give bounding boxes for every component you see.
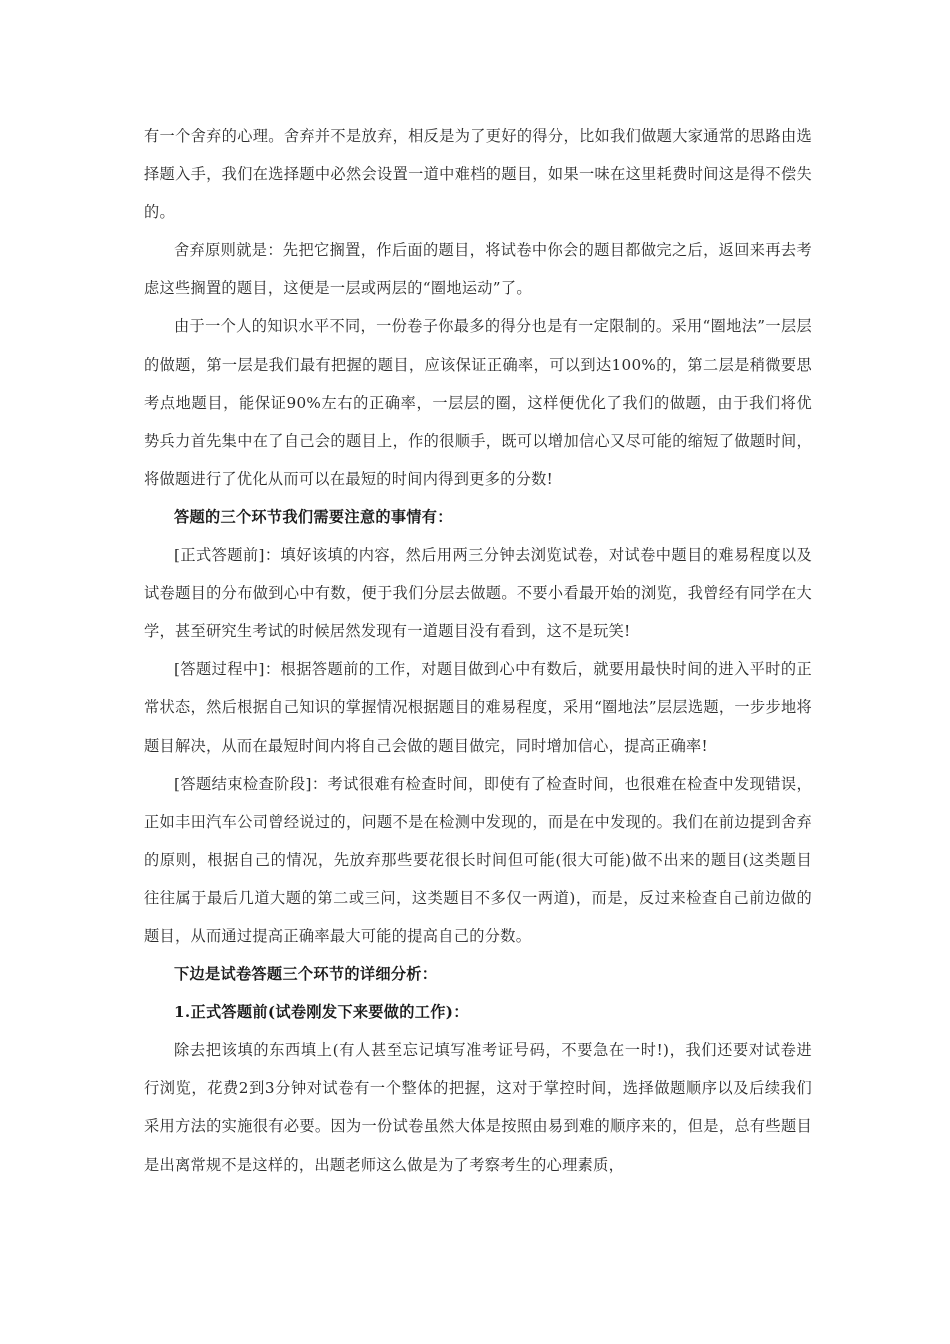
paragraph-during-answering: [答题过程中]：根据答题前的工作，对题目做到心中有数后，就要用最快时间的进入平时的正常状态，然后根据自己知识的掌握情况根据题目的难易程度，采用“圈地法”层层选题，一步步地将题目解决，从而在最短时间内将自己会做的题目做完，同时增加信心，提高正确率!	[144, 660, 812, 755]
heading-three-stages: 答题的三个环节我们需要注意的事情有：	[174, 507, 453, 526]
paragraph-section-1-body: 除去把该填的东西填上(有人甚至忘记填写准考证号码，不要急在一时!)，我们还要对试卷进行浏览，花费2到3分钟对试卷有一个整体的把握，这对于掌控时间，选择做题顺序以及后续我们采用方法的实施很有必要。因为一份试卷虽然大体是按照由易到难的顺序来的，但是，总有些题目是出离常规不是这样的，出题老师这么做是为了考察考生的心理素质，	[144, 1041, 812, 1174]
heading-section-1: 1.正式答题前(试卷刚发下来要做的工作)：	[174, 1003, 469, 1022]
paragraph-shequ-intro: 有一个舍弃的心理。舍弃并不是放弃，相反是为了更好的得分，比如我们做题大家通常的思路由选择题入手，我们在选择题中必然会设置一道中难档的题目，如果一味在这里耗费时间这是得不偿失的。	[144, 127, 812, 222]
paragraph-before-answering: [正式答题前]：填好该填的内容，然后用两三分钟去浏览试卷，对试卷中题目的难易程度以及试卷题目的分布做到心中有数，便于我们分层去做题。不要小看最开始的浏览，我曾经有同学在大学，甚至研究生考试的时候居然发现有一道题目没有看到，这不是玩笑!	[144, 546, 812, 641]
paragraph-checking-stage: [答题结束检查阶段]：考试很难有检查时间，即使有了检查时间，也很难在检查中发现错误，正如丰田汽车公司曾经说过的，问题不是在检测中发现的，而是在中发现的。我们在前边提到舍弃的原则，根据自己的情况，先放弃那些要花很长时间但可能(很大可能)做不出来的题目(这类题目往往属于最后几道大题的第二或三问，这类题目不多仅一两道)，而是，反过来检查自己前边做的题目，从而通过提高正确率最大可能的提高自己的分数。	[144, 774, 812, 945]
document-page	[144, 117, 812, 1184]
heading-detailed-analysis: 下边是试卷答题三个环节的详细分析：	[174, 965, 438, 984]
paragraph-quandi-method: 由于一个人的知识水平不同，一份卷子你最多的得分也是有一定限制的。采用“圈地法”一层层的做题，第一层是我们最有把握的题目，应该保证正确率，可以到达100%的，第二层是稍微要思考点地题目，能保证90%左右的正确率，一层层的圈，这样便优化了我们的做题，由于我们将优势兵力首先集中在了自己会的题目上，作的很顺手，既可以增加信心又尽可能的缩短了做题时间，将做题进行了优化从而可以在最短的时间内得到更多的分数!	[144, 317, 812, 488]
paragraph-shequ-principle: 舍弃原则就是：先把它搁置，作后面的题目，将试卷中你会的题目都做完之后，返回来再去考虑这些搁置的题目，这便是一层或两层的“圈地运动”了。	[144, 241, 812, 298]
